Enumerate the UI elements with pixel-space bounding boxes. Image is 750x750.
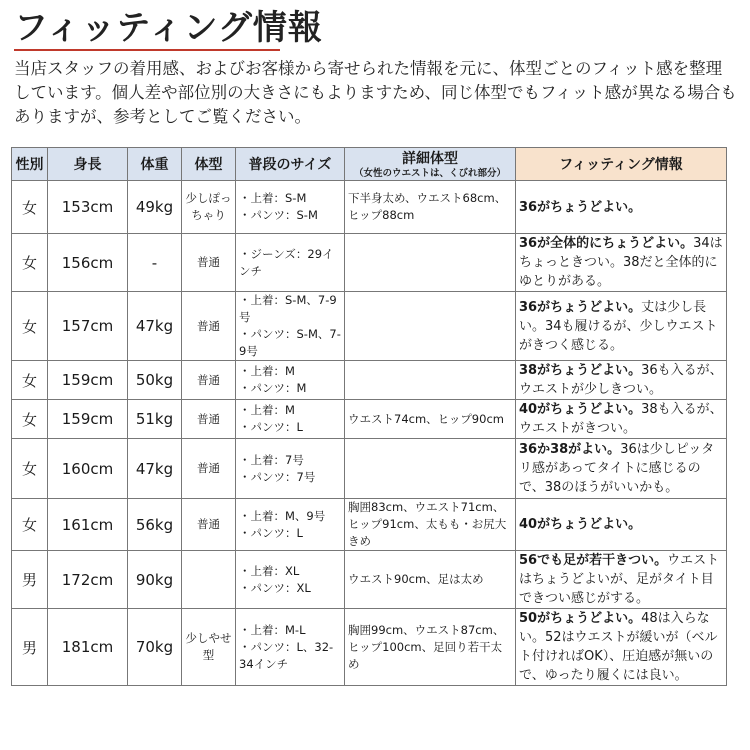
cell-weight: 56kg (128, 499, 182, 551)
cell-height: 161cm (48, 499, 128, 551)
cell-weight: 90kg (128, 551, 182, 609)
table-row (12, 234, 727, 292)
size-line: ・上着：M (239, 364, 295, 378)
cell-weight: 50kg (128, 361, 182, 400)
table-row (12, 439, 727, 499)
table-row (12, 551, 727, 609)
cell-usual-size (236, 609, 345, 686)
page-title: フィッティング情報 (14, 8, 323, 48)
cell-fitting (516, 400, 727, 439)
cell-fitting (516, 499, 727, 551)
fitting-summary: 50がちょうどよい。 (519, 611, 642, 626)
fitting-note: 34はちょっときつい。38だと全体的にゆとりがある。 (519, 236, 723, 289)
table-row (12, 499, 727, 551)
header-fitting: フィッティング情報 (516, 148, 727, 181)
cell-height: 159cm (48, 361, 128, 400)
cell-usual-size (236, 234, 345, 292)
fitting-summary: 40がちょうどよい。 (519, 402, 642, 417)
intro-text: 当店スタッフの着用感、およびお客様から寄せられた情報を元に、体型ごとのフィット感を整理しています。個人差や部位別の大きさにもよりますため、同じ体型でもフィット感が異なる場合もありますが、参考としてご覧ください。 (14, 59, 737, 126)
fitting-summary: 38がちょうどよい。 (519, 363, 642, 378)
cell-fitting (516, 551, 727, 609)
size-line: ・パンツ：L (239, 420, 303, 434)
cell-detail: 下半身太め、ウエスト68cm、ヒップ88cm (345, 181, 516, 234)
cell-body-type: 普通 (182, 499, 236, 551)
table-row (12, 361, 727, 400)
cell-usual-size (236, 499, 345, 551)
cell-weight: - (128, 234, 182, 292)
cell-detail (345, 292, 516, 361)
fitting-summary: 40がちょうどよい。 (519, 517, 642, 532)
table-body (12, 181, 727, 686)
size-line: ・上着：7号 (239, 452, 304, 467)
fitting-summary: 36が全体的にちょうどよい。 (519, 236, 694, 251)
cell-weight: 47kg (128, 439, 182, 499)
cell-gender: 女 (12, 181, 48, 234)
size-line: ・上着：S-M (239, 191, 307, 205)
fitting-summary: 36がちょうどよい。 (519, 199, 642, 215)
size-line: ・上着：M (239, 403, 295, 417)
cell-body-type: 少しやせ型 (182, 609, 236, 686)
size-line: ・上着：XL (239, 563, 300, 578)
cell-weight: 51kg (128, 400, 182, 439)
cell-gender: 女 (12, 439, 48, 499)
table-header-row (12, 148, 727, 181)
table-row (12, 181, 727, 234)
size-line: ・パンツ：M (239, 381, 307, 395)
cell-usual-size (236, 551, 345, 609)
cell-usual-size (236, 400, 345, 439)
cell-height: 156cm (48, 234, 128, 292)
fitting-summary: 56でも足が若干きつい。 (519, 553, 668, 568)
fitting-summary: 36がちょうどよい。 (519, 299, 642, 315)
cell-fitting (516, 609, 727, 686)
size-line: ・パンツ：S-M、7-9号 (239, 327, 341, 358)
cell-detail: 胸囲99cm、ウエスト87cm、ヒップ100cm、足回り若干太め (345, 609, 516, 686)
size-line: ・パンツ：L (239, 525, 303, 540)
cell-fitting (516, 181, 727, 234)
size-line: ・パンツ：L、32-34インチ (239, 639, 334, 671)
cell-gender: 男 (12, 609, 48, 686)
table-row (12, 292, 727, 361)
cell-detail: ウエスト90cm、足は太め (345, 551, 516, 609)
cell-gender: 女 (12, 361, 48, 400)
cell-detail (345, 361, 516, 400)
size-line: ・パンツ：XL (239, 580, 311, 595)
cell-usual-size (236, 181, 345, 234)
cell-fitting (516, 439, 727, 499)
fitting-summary: 36か38がよい。 (519, 442, 621, 457)
cell-detail: 胸囲83cm、ウエスト71cm、ヒップ91cm、太もも・お尻大きめ (345, 499, 516, 551)
cell-body-type: 普通 (182, 361, 236, 400)
cell-body-type: 普通 (182, 439, 236, 499)
cell-detail (345, 439, 516, 499)
header-detail-note: （女性のウエストは、くびれ部分） (353, 168, 506, 179)
cell-height: 153cm (48, 181, 128, 234)
cell-fitting (516, 292, 727, 361)
cell-height: 172cm (48, 551, 128, 609)
cell-usual-size (236, 439, 345, 499)
fitting-note: 36も入るが、ウエストが少しきつい。 (519, 363, 723, 397)
size-line: ・パンツ：7号 (239, 469, 316, 484)
cell-gender: 女 (12, 400, 48, 439)
cell-body-type: 普通 (182, 292, 236, 361)
size-line: ・上着：M、9号 (239, 508, 326, 523)
cell-fitting (516, 234, 727, 292)
fitting-note: 36は少しピッタリ感があってタイトに感じるので、38のほうがいいかも。 (519, 442, 715, 495)
cell-body-type: 少しぽっちゃり (182, 181, 236, 234)
header-detail (345, 148, 516, 181)
header-weight: 体重 (128, 148, 182, 181)
fitting-note: 丈は少し長い。34も履けるが、少しウエストがきつく感じる。 (519, 299, 718, 353)
fitting-note: 48は入らない。52はウエストが緩いが（ベルト付ければOK）、圧迫感が無いので、ゆったり履くには良い。 (519, 611, 718, 683)
header-height: 身長 (48, 148, 128, 181)
cell-body-type (182, 551, 236, 609)
cell-fitting (516, 361, 727, 400)
size-line: ・パンツ：S-M (239, 208, 318, 222)
cell-weight: 49kg (128, 181, 182, 234)
header-usual-size: 普段のサイズ (236, 148, 345, 181)
table-row (12, 609, 727, 686)
cell-height: 181cm (48, 609, 128, 686)
cell-gender: 男 (12, 551, 48, 609)
header-body-type: 体型 (182, 148, 236, 181)
cell-height: 159cm (48, 400, 128, 439)
cell-height: 160cm (48, 439, 128, 499)
fitting-note: 38も入るが、ウエストがきつい。 (519, 402, 723, 436)
cell-gender: 女 (12, 292, 48, 361)
cell-weight: 70kg (128, 609, 182, 686)
table-row (12, 400, 727, 439)
cell-detail: ウエスト74cm、ヒップ90cm (345, 400, 516, 439)
cell-detail (345, 234, 516, 292)
header-detail-title: 詳細体型 (402, 151, 458, 167)
cell-usual-size (236, 361, 345, 400)
header-gender: 性別 (12, 148, 48, 181)
fitting-table (11, 147, 727, 686)
cell-gender: 女 (12, 499, 48, 551)
cell-body-type: 普通 (182, 400, 236, 439)
cell-weight: 47kg (128, 292, 182, 361)
size-line: ・上着：S-M、7-9号 (239, 293, 337, 324)
cell-body-type: 普通 (182, 234, 236, 292)
fitting-note: ウエストはちょうどよいが、足がタイト目できつい感じがする。 (519, 553, 720, 606)
cell-usual-size (236, 292, 345, 361)
title-underline (14, 49, 280, 51)
cell-gender: 女 (12, 234, 48, 292)
cell-height: 157cm (48, 292, 128, 361)
size-line: ・ジーンズ：29インチ (239, 246, 334, 278)
size-line: ・上着：M-L (239, 622, 306, 637)
